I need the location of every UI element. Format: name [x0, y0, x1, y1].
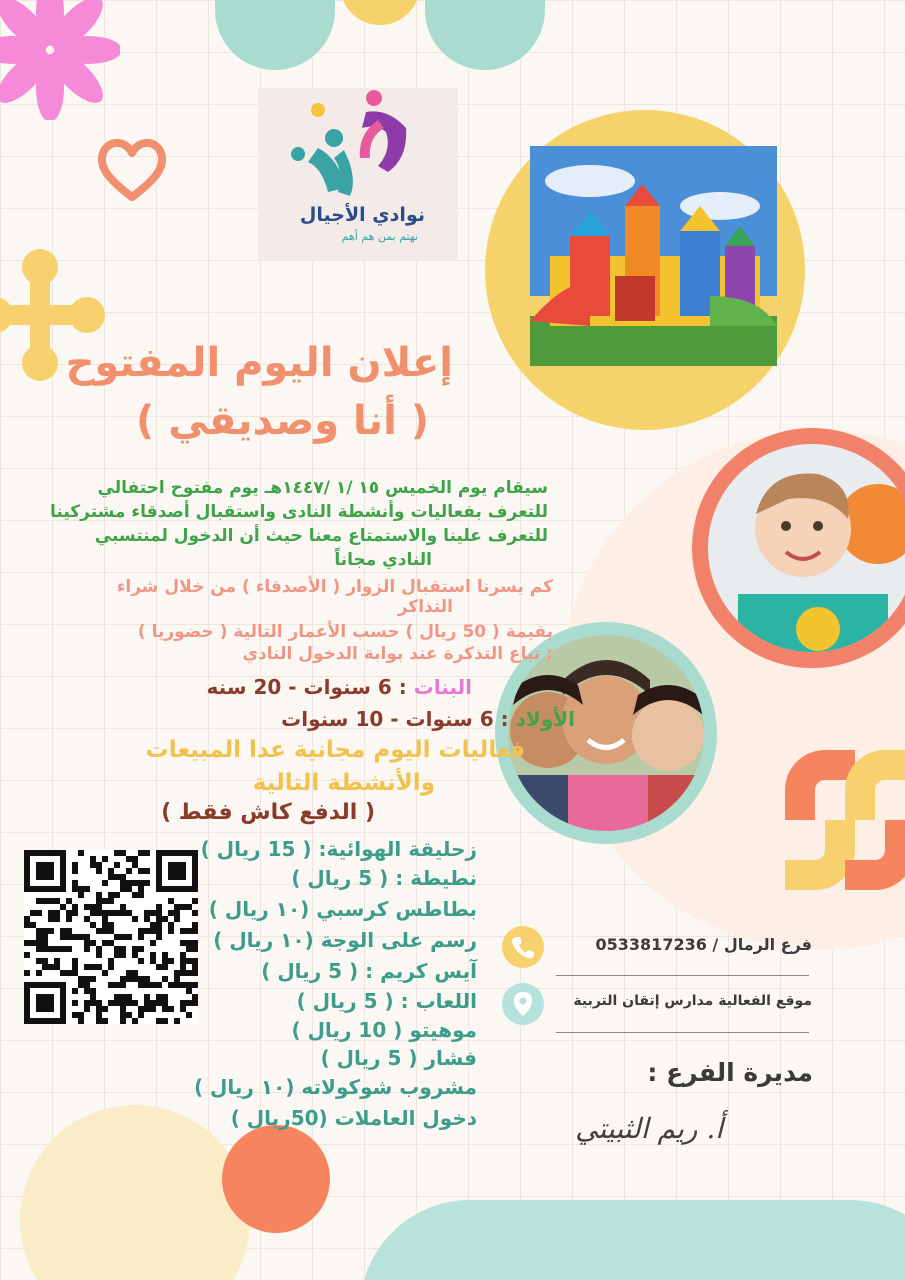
- phone-icon: [502, 926, 544, 968]
- price-item: دخول العاملات (50ريال ): [230, 1106, 477, 1130]
- mint-wave-decoration: [360, 1200, 905, 1280]
- divider: [556, 975, 809, 976]
- activities-line-1: فعاليات اليوم مجانية عدا المبيعات: [145, 737, 525, 763]
- price-item: زحليقة الهوائية: ( 15 ريال ): [200, 837, 477, 861]
- girls-age-range: [207, 675, 472, 699]
- manager-name: أ. ريم الثبيتي: [575, 1112, 723, 1145]
- club-logo: [258, 88, 458, 260]
- price-item: مشروب شوكولاته (١٠ ريال ): [193, 1075, 477, 1099]
- announcement-subtitle: ( أنا وصديقي ): [136, 398, 429, 444]
- yellow-blob-decoration: [20, 1105, 250, 1280]
- price-item: رسم على الوجة (١٠ ريال ): [213, 928, 477, 952]
- boys-label: الأولاد: [515, 707, 575, 731]
- activities-line-2: والأنشطة التالية: [252, 770, 435, 796]
- price-item: موهيتو ( 10 ريال ): [291, 1018, 477, 1042]
- tickets-line-3: بقيمة ( 50 ريال ) حسب الأعمار التالية ( حضوريا ): [137, 622, 553, 642]
- branch-manager-title: مديرة الفرع :: [647, 1058, 813, 1087]
- tickets-line-4: : تباع التذكرة عند بوابة الدخول النادي: [242, 644, 553, 664]
- ss-shape-decoration: [785, 750, 905, 890]
- people-logo-icon: [258, 88, 458, 208]
- boys-value: : 6 سنوات - 10 سنوات: [281, 707, 516, 731]
- orange-circle-decoration: [222, 1125, 330, 1233]
- intro-line-3: للتعرف علينا والاستمتاع معنا حيث أن الدخول لمنتسبي: [94, 526, 548, 546]
- tickets-line-2: التذاكر: [397, 597, 453, 617]
- boy-photo: [708, 444, 905, 652]
- qr-code[interactable]: [24, 850, 198, 1024]
- divider: [556, 1032, 809, 1033]
- price-item: آيس كريم : ( 5 ريال ): [261, 959, 477, 983]
- girls-photo: [508, 635, 704, 831]
- price-item: اللعاب : ( 5 ريال ): [296, 989, 477, 1013]
- intro-line-1: سيقام يوم الخميس ١٥ /١ /١٤٤٧هـ يوم مفتوح احتفالي: [97, 478, 548, 498]
- logo-tagline: نهتم بمن هم أهم: [341, 230, 418, 243]
- bouncy-castle-image: [530, 146, 777, 366]
- heart-decoration: [95, 135, 170, 205]
- flower-decoration: [0, 0, 120, 120]
- intro-line-2: للتعرف بفعاليات وأنشطة النادى واستقبال أصدقاء مشتركينا: [50, 502, 548, 522]
- price-item: بطاطس كرسبي (١٠ ريال ): [208, 897, 477, 921]
- girls-value: : 6 سنوات - 20 سنه: [206, 675, 414, 699]
- price-item: فشار ( 5 ريال ): [320, 1046, 477, 1070]
- tickets-line-1: كم يسرنا استقبال الزوار ( الأصدقاء ) من خلال شراء: [116, 577, 553, 597]
- girls-label: البنات: [413, 675, 472, 699]
- logo-name: نوادي الأجيال: [299, 204, 425, 226]
- price-item: نطيطة : ( 5 ريال ): [291, 866, 477, 890]
- intro-line-4: النادي مجاناً: [334, 550, 432, 570]
- announcement-title: إعلان اليوم المفتوح: [65, 340, 453, 386]
- top-arcs-decoration: [215, 0, 545, 90]
- event-location: موقع الفعالية مدارس إتقان التربية: [573, 993, 812, 1009]
- cash-only-note: ( الدفع كاش فقط ): [161, 800, 375, 825]
- boys-age-range: [281, 707, 575, 731]
- location-pin-icon: [502, 983, 544, 1025]
- branch-phone: فرع الرمال / 0533817236: [595, 935, 812, 954]
